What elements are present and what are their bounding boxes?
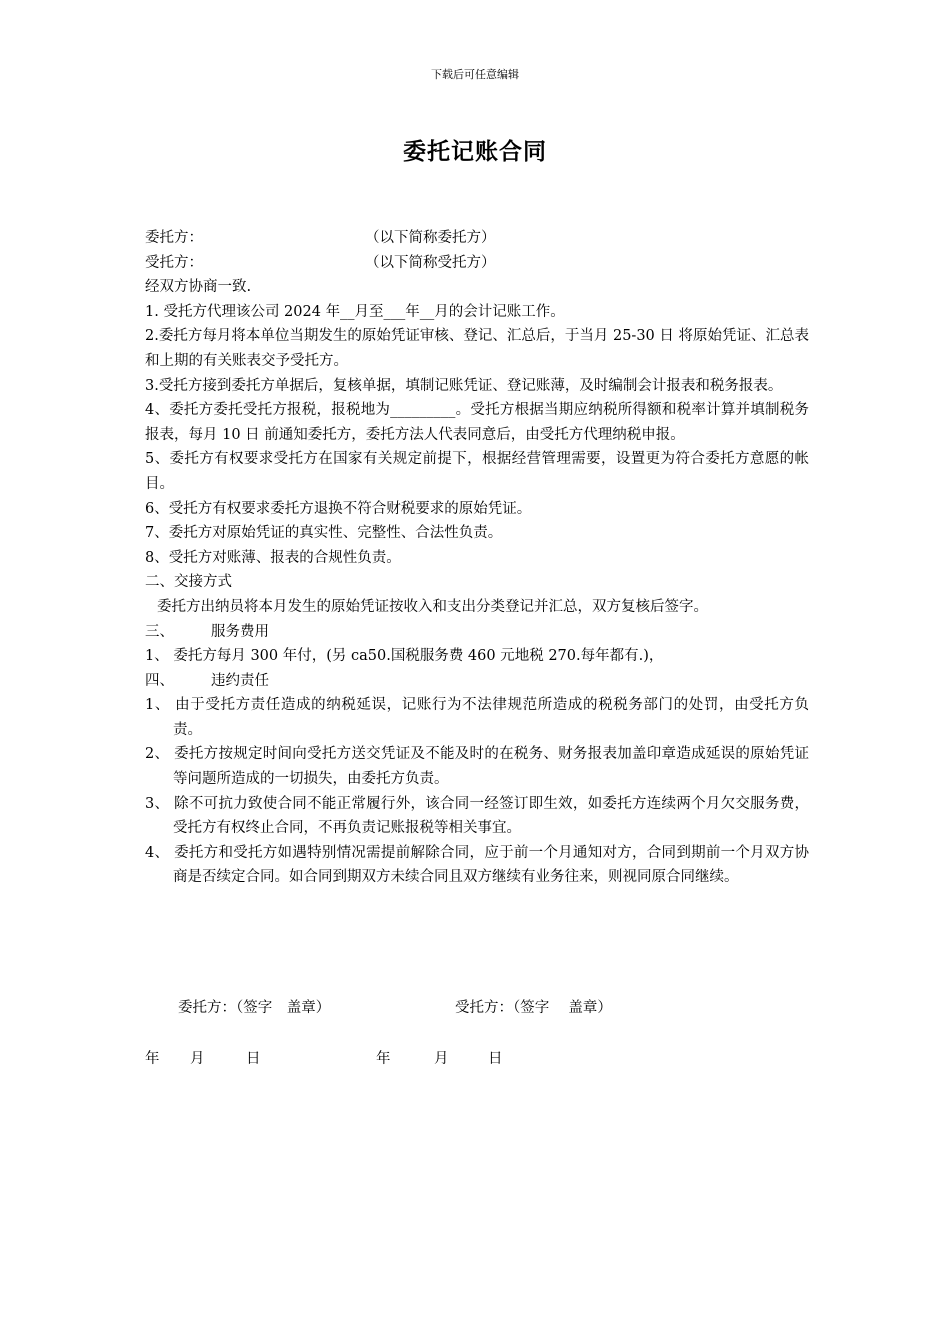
date-b-month: 月 bbox=[434, 1051, 449, 1067]
clause-4: 4、委托方委托受托方报税，报税地为_________。受托方根据当期应纳税所得额和税率计算并填制税务报表，每月 10 日 前通知委托方，委托方法人代表同意后，由受托方代理纳税申报。 bbox=[145, 402, 809, 443]
section-4-heading bbox=[145, 669, 809, 694]
page-header: 下载后可任意编辑 bbox=[431, 68, 519, 81]
intro-text: 经双方协商一致. bbox=[145, 279, 252, 296]
date-line bbox=[145, 1047, 503, 1068]
party-a-label: 委托方： bbox=[145, 230, 203, 246]
signature-party-b: 受托方：（签字 盖章） bbox=[455, 1000, 612, 1016]
party-a-line bbox=[145, 226, 809, 251]
clause-7: 7、委托方对原始凭证的真实性、完整性、合法性负责。 bbox=[145, 525, 503, 542]
signature-line bbox=[178, 996, 612, 1017]
liability-item-2: 2、 委托方按规定时间向受托方送交凭证及不能及时的在税务、财务报表加盖印章造成延误的原始凭证等问题所造成的一切损失，由委托方负责。 bbox=[145, 746, 809, 788]
date-a-year: 年 bbox=[145, 1051, 160, 1067]
contract-body bbox=[145, 226, 809, 890]
party-b-line bbox=[145, 251, 809, 276]
party-b-label: 受托方： bbox=[145, 254, 203, 271]
section-2-heading: 二、交接方式 bbox=[145, 574, 232, 591]
party-b-note: （以下简称受托方） bbox=[365, 254, 496, 271]
document-title: 委托记账合同 bbox=[403, 138, 547, 165]
fee-item-1: 1、 委托方每月 300 年付，(另 ca50.国税服务费 460 元地税 270.每年都有.)， bbox=[145, 648, 664, 665]
clause-6: 6、受托方有权要求委托方退换不符合财税要求的原始凭证。 bbox=[145, 500, 532, 517]
signature-party-a: 委托方：（签字 盖章） bbox=[178, 1000, 331, 1016]
date-a-month: 月 bbox=[190, 1051, 205, 1067]
section-3-heading bbox=[145, 620, 809, 645]
date-a-day: 日 bbox=[246, 1051, 261, 1067]
section-4-number: 四、 bbox=[145, 672, 174, 689]
clause-2: 2.委托方每月将本单位当期发生的原始凭证审核、登记、汇总后，于当月 25-30 日 将原始凭证、汇总表和上期的有关账表交予受托方。 bbox=[145, 328, 809, 369]
clause-5: 5、委托方有权要求受托方在国家有关规定前提下，根据经营管理需要，设置更为符合委托方意愿的帐目。 bbox=[145, 451, 809, 492]
section-3-number: 三、 bbox=[145, 623, 174, 640]
date-b-day: 日 bbox=[488, 1051, 503, 1067]
party-a-note: （以下简称委托方） bbox=[365, 230, 496, 246]
clause-8: 8、受托方对账薄、报表的合规性负责。 bbox=[145, 549, 401, 566]
liability-item-4: 4、 委托方和受托方如遇特别情况需提前解除合同，应于前一个月通知对方，合同到期前一个月双方协商是否续定合同。如合同到期双方未续合同且双方继续有业务往来，则视同原合同继续。 bbox=[145, 844, 809, 886]
section-3-title: 服务费用 bbox=[211, 623, 269, 640]
liability-item-3: 3、 除不可抗力致使合同不能正常履行外，该合同一经签订即生效，如委托方连续两个月欠交服务费，受托方有权终止合同，不再负责记账报税等相关事宜。 bbox=[145, 795, 809, 837]
date-b-year: 年 bbox=[376, 1051, 391, 1067]
section-2-text: 委托方出纳员将本月发生的原始凭证按收入和支出分类登记并汇总，双方复核后签字。 bbox=[157, 598, 708, 615]
clause-1: 1. 受托方代理该公司 2024 年__月至___年__月的会计记账工作。 bbox=[145, 303, 565, 320]
liability-item-1: 1、 由于受托方责任造成的纳税延误，记账行为不法律规范所造成的税税务部门的处罚，由受托方负责。 bbox=[145, 697, 809, 738]
section-4-title: 违约责任 bbox=[211, 672, 269, 689]
clause-3: 3.受托方接到委托方单据后，复核单据，填制记账凭证、登记账薄，及时编制会计报表和税务报表。 bbox=[145, 377, 783, 394]
